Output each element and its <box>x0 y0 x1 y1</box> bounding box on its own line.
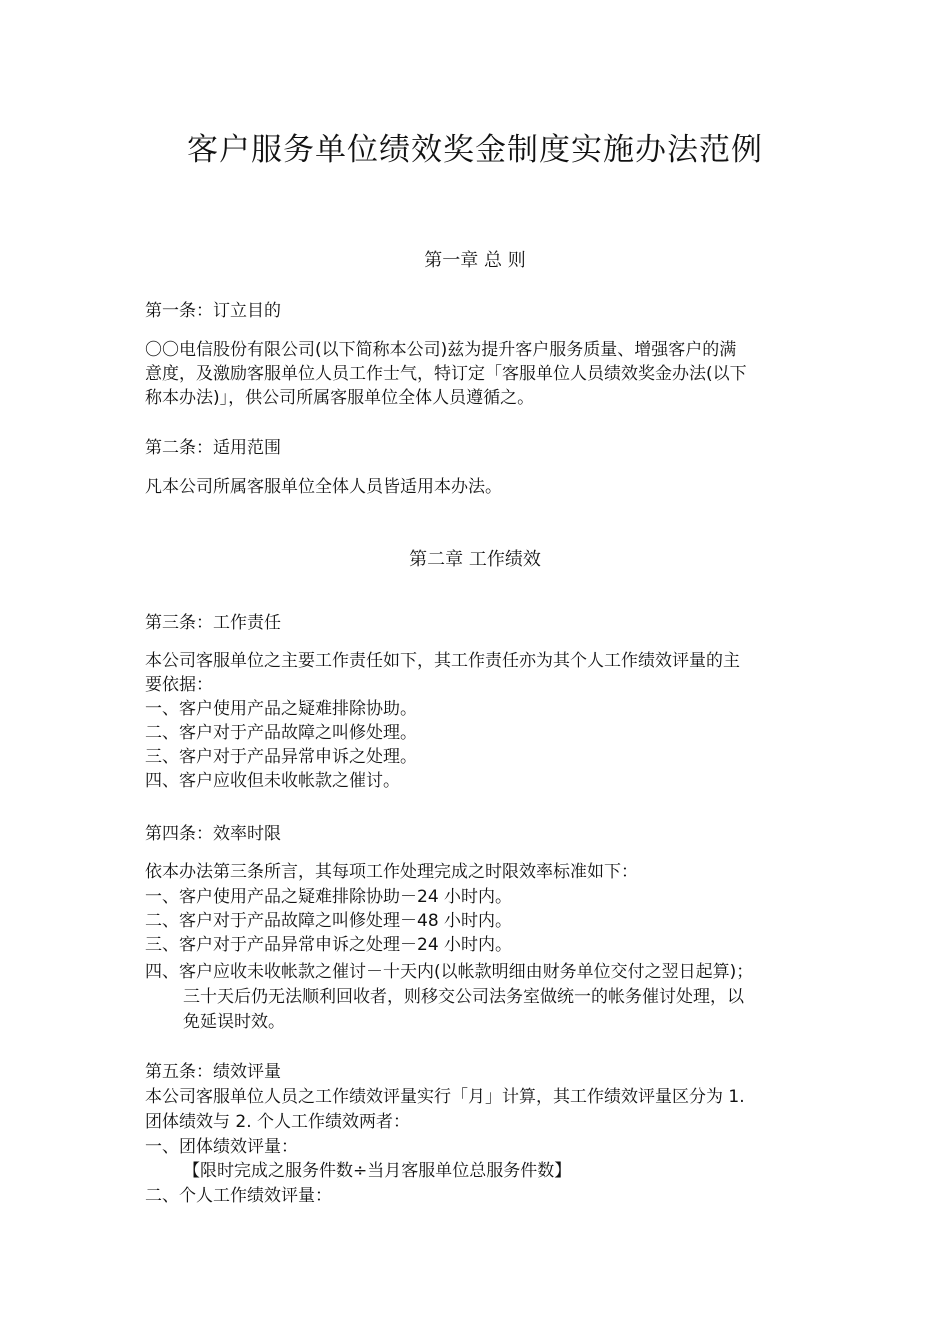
document-title: 客户服务单位绩效奖金制度实施办法范例 <box>187 132 763 168</box>
article-1-line: 意度，及激励客服单位人员工作士气，特订定「客服单位人员绩效奖金办法(以下 <box>145 364 747 384</box>
article-3-list-item: 一、客户使用产品之疑难排除协助。 <box>145 699 417 719</box>
article-5-line: 本公司客服单位人员之工作绩效评量实行「月」计算，其工作绩效评量区分为 1. <box>145 1087 745 1107</box>
article-5-list-item: 二、个人工作绩效评量： <box>145 1186 332 1206</box>
article-4-continuation: 免延误时效。 <box>183 1012 285 1032</box>
article-4-list-item: 一、客户使用产品之疑难排除协助－24 小时内。 <box>145 887 513 907</box>
article-4-continuation: 三十天后仍无法顺利回收者，则移交公司法务室做统一的帐务催讨处理，以 <box>183 987 744 1007</box>
article-5-list-item: 一、团体绩效评量： <box>145 1137 298 1157</box>
article-3-line: 本公司客服单位之主要工作责任如下，其工作责任亦为其个人工作绩效评量的主 <box>145 651 740 671</box>
chapter-2-heading: 第二章 工作绩效 <box>409 549 541 570</box>
group-performance-formula: 【限时完成之服务件数÷当月客服单位总服务件数】 <box>183 1161 572 1181</box>
article-3-list-item: 三、客户对于产品异常申诉之处理。 <box>145 747 417 767</box>
article-3-line: 要依据： <box>145 675 213 695</box>
article-4-line: 依本办法第三条所言，其每项工作处理完成之时限效率标准如下： <box>145 862 638 882</box>
article-3-list-item: 四、客户应收但未收帐款之催讨。 <box>145 771 400 791</box>
article-4-heading: 第四条：效率时限 <box>145 824 281 844</box>
article-3-heading: 第三条：工作责任 <box>145 613 281 633</box>
article-5-heading: 第五条：绩效评量 <box>145 1062 281 1082</box>
article-4-list-item: 四、客户应收未收帐款之催讨－十天内(以帐款明细由财务单位交付之翌日起算)； <box>145 962 754 982</box>
article-1-line: 〇〇电信股份有限公司(以下简称本公司)兹为提升客户服务质量、增强客户的满 <box>145 340 737 360</box>
chapter-1-heading: 第一章 总 则 <box>424 250 526 271</box>
article-4-list-item: 三、客户对于产品异常申诉之处理－24 小时内。 <box>145 935 513 955</box>
article-2-line: 凡本公司所属客服单位全体人员皆适用本办法。 <box>145 477 502 497</box>
article-1-line: 称本办法)」，供公司所属客服单位全体人员遵循之。 <box>145 388 535 408</box>
article-3-list-item: 二、客户对于产品故障之叫修处理。 <box>145 723 417 743</box>
article-2-heading: 第二条：适用范围 <box>145 438 281 458</box>
article-4-list-item: 二、客户对于产品故障之叫修处理－48 小时内。 <box>145 911 513 931</box>
article-5-line: 团体绩效与 2. 个人工作绩效两者： <box>145 1112 411 1132</box>
article-1-heading: 第一条：订立目的 <box>145 301 281 321</box>
